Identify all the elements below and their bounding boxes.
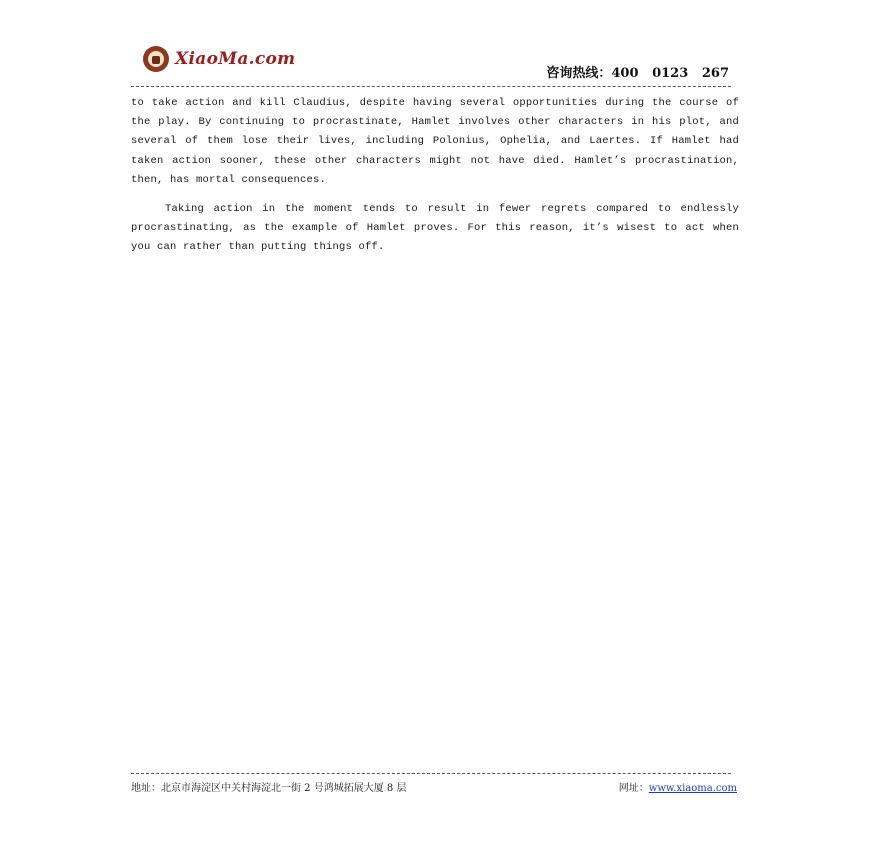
website-link[interactable]: www.xiaoma.com	[648, 783, 737, 794]
website-label: 网址：	[618, 783, 649, 794]
page-header	[131, 40, 739, 88]
footer-address: 地址：北京市海淀区中关村海淀北一街 2 号鸿城拓展大厦 8 层	[131, 783, 407, 794]
paragraph-2: Taking action in the moment tends to result in fewer regrets compared to endlessly procrastinating, as the example of Hamlet proves. For this reason, it’s wisest to act when you can rather than putting things off.	[131, 203, 739, 254]
xiaoma-logo	[143, 44, 295, 74]
logo-text: XiaoMa.com	[175, 49, 296, 69]
paragraph-1: to take action and kill Claudius, despite having several opportunities during the course of the play. By continuing to procrastinate, Hamlet involves other characters in his plot, and several of them lose their lives, including Polonius, Ophelia, and Laertes. If Hamlet had taken action sooner, these other characters might not have died. Hamlet’s procrastination, then, has mortal consequences.	[131, 97, 739, 186]
footer-divider	[131, 773, 731, 774]
logo-emblem-icon	[143, 46, 169, 72]
hotline-text: 咨询热线：400 0123 267	[546, 66, 729, 81]
header-divider	[131, 86, 731, 87]
document-body	[131, 94, 739, 268]
footer-website	[619, 779, 737, 794]
